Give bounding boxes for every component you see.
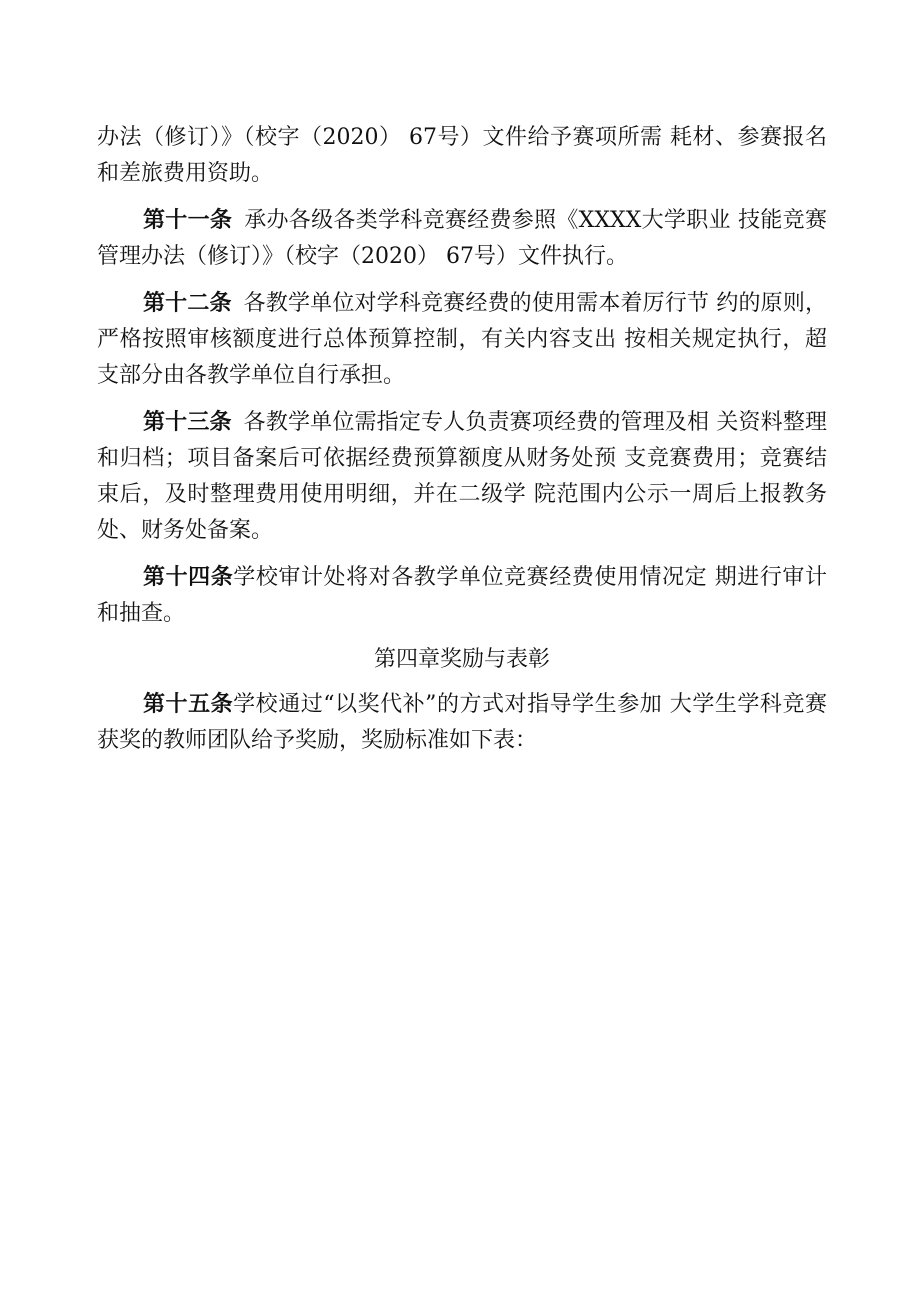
article-15: [97, 686, 827, 759]
paragraph-continuation: [97, 120, 827, 192]
article-12: [97, 285, 827, 394]
article-text: 学校审计处将对各教学单位竞赛经费使用情况定 期进行审计和抽查。: [97, 565, 827, 626]
article-label: 第十五条: [143, 691, 234, 717]
article-label: 第十一条: [143, 207, 233, 233]
article-label: 第十二条: [143, 290, 232, 316]
chapter-title: 第四章奖励与表彰: [373, 647, 550, 672]
paragraph-text: 办法（修订）》（校字（2020） 67号）文件给予赛项所需 耗材、参赛报名和差旅费用资助。: [97, 125, 827, 186]
article-text: 学校通过“以奖代补”的方式对指导学生参加 大学生学科竞赛获奖的教师团队给予奖励，奖励标准如下表：: [97, 692, 827, 753]
article-text: 承办各级各类学科竞赛经费参照《XXXX大学职业 技能竞赛管理办法（修订）》（校字（2020） 67号）文件执行。: [97, 208, 827, 269]
article-text: 各教学单位需指定专人负责赛项经费的管理及相 关资料整理和归档；项目备案后可依据经费预算额度从财务处预 支竞赛费用；竞赛结束后，及时整理费用使用明细，并在二级学 院范围内公示一周后上报教务处、财务处备案。: [97, 410, 827, 543]
article-label: 第十四条: [143, 564, 234, 590]
article-14: [97, 559, 827, 632]
article-13: [97, 404, 827, 549]
document-body: [97, 120, 827, 769]
article-text: 各教学单位对学科竞赛经费的使用需本着厉行节 约的原则，严格按照审核额度进行总体预算控制，有关内容支出 按相关规定执行，超支部分由各教学单位自行承担。: [97, 291, 827, 388]
article-11: [97, 202, 827, 275]
article-label: 第十三条: [143, 409, 232, 435]
